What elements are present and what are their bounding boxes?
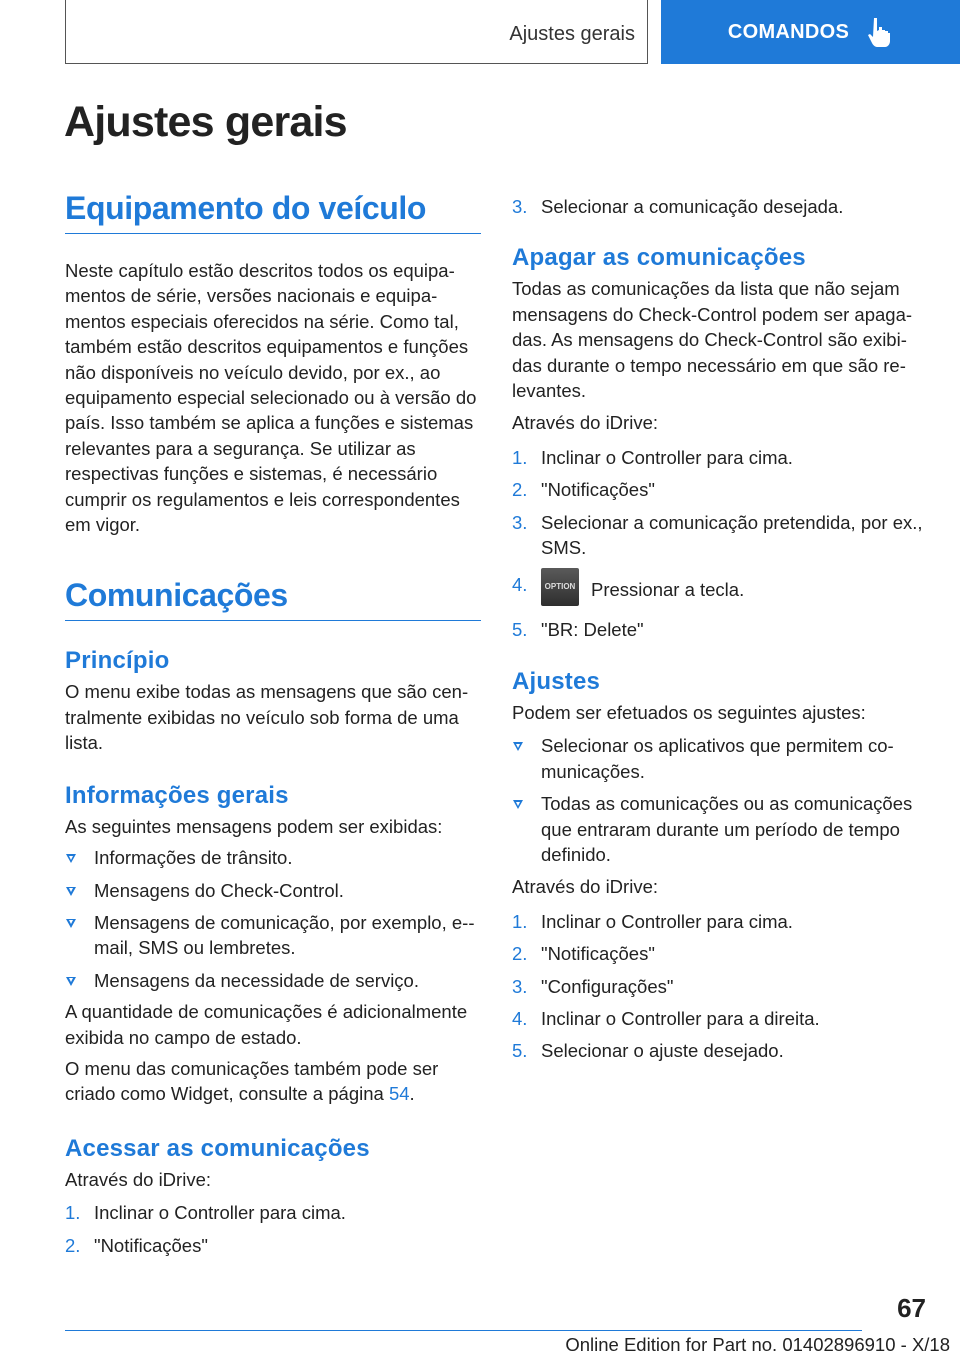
list-item: Mensagens da necessidade de serviço. <box>65 968 481 993</box>
left-column <box>65 190 481 1258</box>
list-item: 1. Inclinar o Controller para cima. <box>65 1202 346 1224</box>
triangle-bullet-icon <box>66 854 76 863</box>
footer-rule <box>65 1330 862 1331</box>
page-link-54[interactable]: 54 <box>388 1083 410 1105</box>
running-header-section <box>65 0 648 64</box>
heading-vehicle-equipment: Equipamento do veículo <box>65 190 481 234</box>
triangle-bullet-icon <box>513 742 523 751</box>
right-column <box>512 190 926 1064</box>
delete-body: Todas as comunicações da lista que não sejam mensagens do Check-Control podem ser apagadas. As mensagens do Check-Control são exibidas durante o tempo necessário em que são relevantes. <box>512 278 913 402</box>
list-item: Mensagens de comunicação, por exemplo, e-mail, SMS ou lembretes. <box>65 910 481 961</box>
list-item: 2. "Notificações" <box>512 943 655 965</box>
access-steps <box>65 1200 481 1258</box>
access-via: Através do iDrive: <box>65 1168 211 1190</box>
page-number: 67 <box>897 1293 926 1323</box>
settings-options <box>512 733 926 867</box>
list-item: 4. OPTION Pressionar a tecla. <box>512 572 926 610</box>
settings-steps <box>512 909 926 1064</box>
list-item: 1. Inclinar o Controller para cima. <box>512 446 793 468</box>
settings-via: Através do iDrive: <box>512 876 658 898</box>
list-item: Todas as comunicações ou as comunicações que entraram durante um período de tempo definido. <box>512 791 926 867</box>
delete-via: Através do iDrive: <box>512 412 658 434</box>
heading-general-info: Informações gerais <box>65 781 289 809</box>
list-item: Informações de trânsito. <box>65 845 481 870</box>
heading-communications: Comunicações <box>65 577 481 621</box>
general-note-widget: O menu das comunicações também pode ser criado como Widget, consulte a página 54. <box>65 1057 439 1105</box>
page-title: Ajustes gerais <box>64 98 347 146</box>
pointing-hand-icon <box>867 16 893 48</box>
settings-intro: Podem ser efetuados os seguintes ajustes: <box>512 701 866 723</box>
list-item: 4. Inclinar o Controller para a direita. <box>512 1007 820 1029</box>
triangle-bullet-icon <box>66 977 76 986</box>
list-item: Mensagens do Check-Control. <box>65 878 481 903</box>
general-note-count: A quantidade de comunicações é adicionalmente exibida no campo de estado. <box>65 1001 468 1048</box>
list-item: 5. Selecionar o ajuste desejado. <box>512 1040 784 1062</box>
principle-body: O menu exibe todas as mensagens que são centralmente exibidas no veículo sob forma de uma lista. <box>65 681 469 754</box>
vehicle-body: Neste capítulo estão descritos todos os equipamentos de série, versões nacionais e equipamentos especiais oferecidos na série. Como tal, também estão descritos equipamentos e funções não disponíveis no veículo devido, por ex., ao equipamento especial selecionado ou à versão do país. Isso também se aplica a funções e sistemas relevantes para a segurança. Se utilizar as respectivas funções e sistemas, é necessário cumprir os regulamentos e leis correspondentes em vigor. <box>65 260 477 536</box>
list-item: 5. "BR: Delete" <box>512 619 644 641</box>
delete-steps <box>512 445 926 643</box>
access-steps-continued <box>512 194 926 219</box>
chapter-title: COMANDOS <box>727 20 850 43</box>
message-types-list <box>65 845 481 993</box>
heading-access-communications: Acessar as comunicações <box>65 1134 370 1162</box>
list-item: 1. Inclinar o Controller para cima. <box>512 910 793 932</box>
heading-delete-communications: Apagar as comunicações <box>512 244 806 272</box>
heading-principle: Princípio <box>65 647 170 675</box>
triangle-bullet-icon <box>66 919 76 928</box>
heading-settings: Ajustes <box>512 667 601 695</box>
list-item: 3. Selecionar a comunicação desejada. <box>512 196 844 217</box>
option-button-icon: OPTION <box>541 568 579 606</box>
list-item: Selecionar os aplicativos que permitem comunicações. <box>512 733 926 784</box>
list-item: 3. Selecionar a comunicação pretendida, por ex., SMS. <box>512 511 923 559</box>
chapter-tab <box>661 0 960 64</box>
footer-edition: Online Edition for Part no. 01402896910 - X/18 <box>565 1334 950 1355</box>
section-title: Ajustes gerais <box>509 23 635 45</box>
triangle-bullet-icon <box>66 887 76 896</box>
triangle-bullet-icon <box>513 800 523 809</box>
list-item: 2. "Notificações" <box>512 479 655 501</box>
list-item: 3. "Configurações" <box>512 975 674 997</box>
list-item: 2. "Notificações" <box>65 1234 208 1256</box>
general-intro: As seguintes mensagens podem ser exibidas: <box>65 815 443 837</box>
